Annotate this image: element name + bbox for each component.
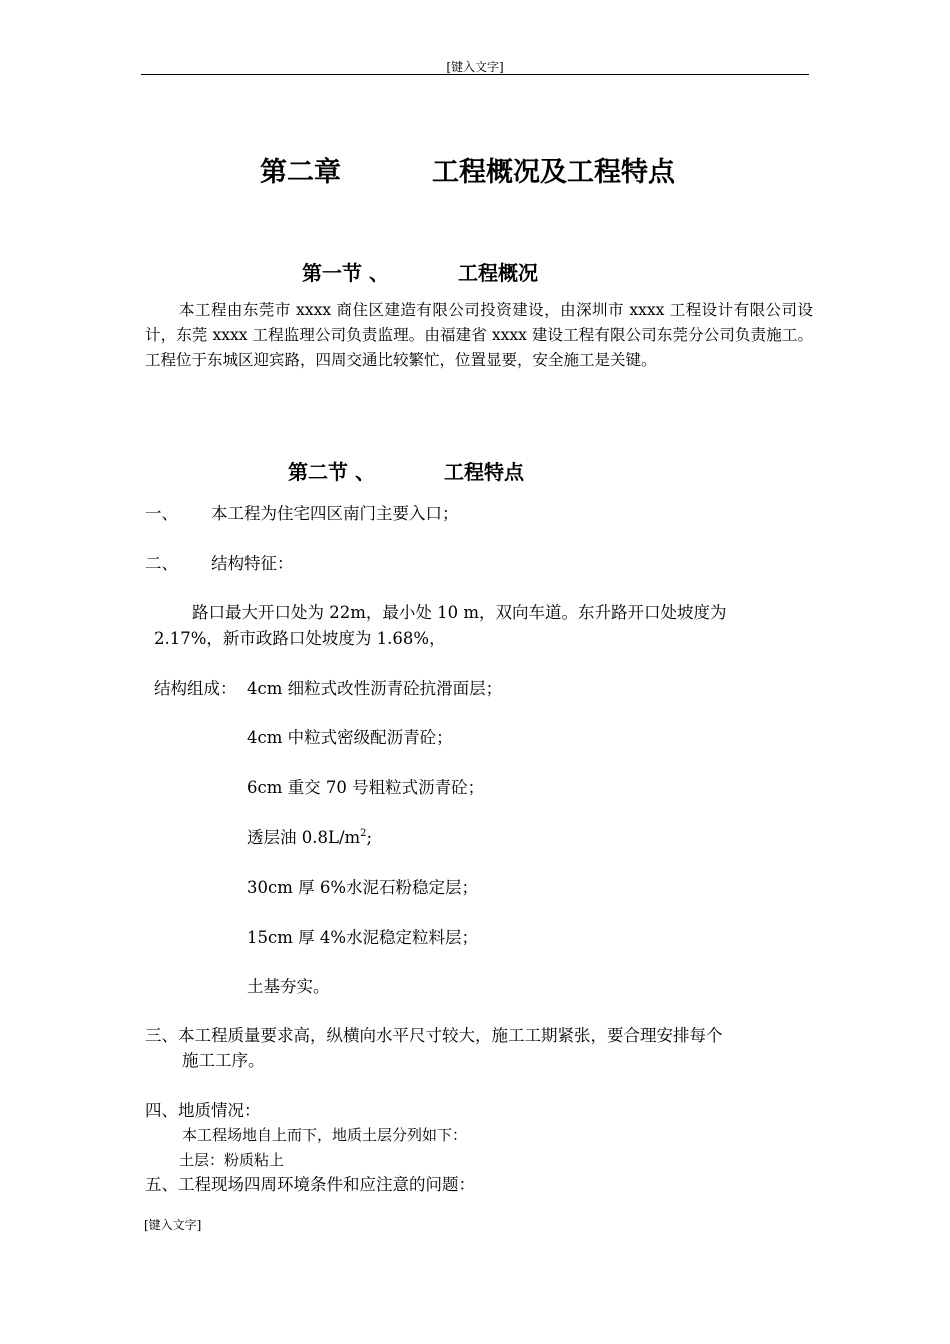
layer-5: 15cm 厚 4%水泥稳定粒料层； [247,928,479,947]
section1-number: 第一节 、 [302,261,389,285]
section1-title: 工程概况 [458,261,538,285]
oil-prefix: 透层油 0.8L/m [247,828,361,847]
item2-marker: 二、 [145,554,178,573]
item5: 五、工程现场四周环境条件和应注意的问题： [145,1175,475,1194]
layer-4: 30cm 厚 6%水泥石粉稳定层； [247,878,479,897]
layer-2: 4cm 中粒式密级配沥青砼； [247,728,453,747]
page-header: [键入文字] [446,60,504,74]
page-footer: [键入文字] [144,1218,202,1232]
road-line1: 路口最大开口处为 22m，最小处 10 m，双向车道。东升路开口处坡度为 [192,603,727,622]
item3-line1: 三、本工程质量要求高，纵横向水平尺寸较大，施工工期紧张，要合理安排每个 [145,1026,723,1045]
layer-6: 土基夯实。 [247,977,330,996]
oil-suffix: ; [366,828,373,847]
section1-paragraph: 本工程由东莞市 xxxx 商住区建造有限公司投资建设，由深圳市 xxxx 工程设计有限公司设计，东莞 xxxx 工程监理公司负责监理。由福建省 xxxx 建设工程有限公司东莞分公司负责施工。工程位于东城区迎宾路，四周交通比较繁忙，位置显要，安全施工是关键。 [145,301,813,369]
item2-text: 结构特征： [211,554,294,573]
section2-title: 工程特点 [444,460,524,484]
oil-sup: 2 [360,828,367,839]
geo-line2: 土层：粉质粘上 [179,1151,285,1169]
road-line2: 2.17%，新市政路口处坡度为 1.68%， [154,629,446,648]
layer-oil [247,824,372,848]
header-rule [141,74,809,75]
layer-1: 4cm 细粒式改性沥青砼抗滑面层； [247,679,503,698]
item1-text: 本工程为住宅四区南门主要入口； [211,504,459,523]
item4: 四、地质情况： [145,1101,261,1120]
layer-3: 6cm 重交 70 号粗粒式沥青砼； [247,778,485,797]
chapter-number: 第二章 [260,157,341,188]
section2-number: 第二节 、 [288,460,375,484]
item3-line2: 施工工序。 [182,1051,265,1070]
chapter-title: 工程概况及工程特点 [432,157,675,188]
item1-marker: 一、 [145,504,178,523]
structure-label: 结构组成： [154,679,237,698]
geo-line1: 本工程场地自上而下，地质土层分列如下： [182,1126,468,1144]
